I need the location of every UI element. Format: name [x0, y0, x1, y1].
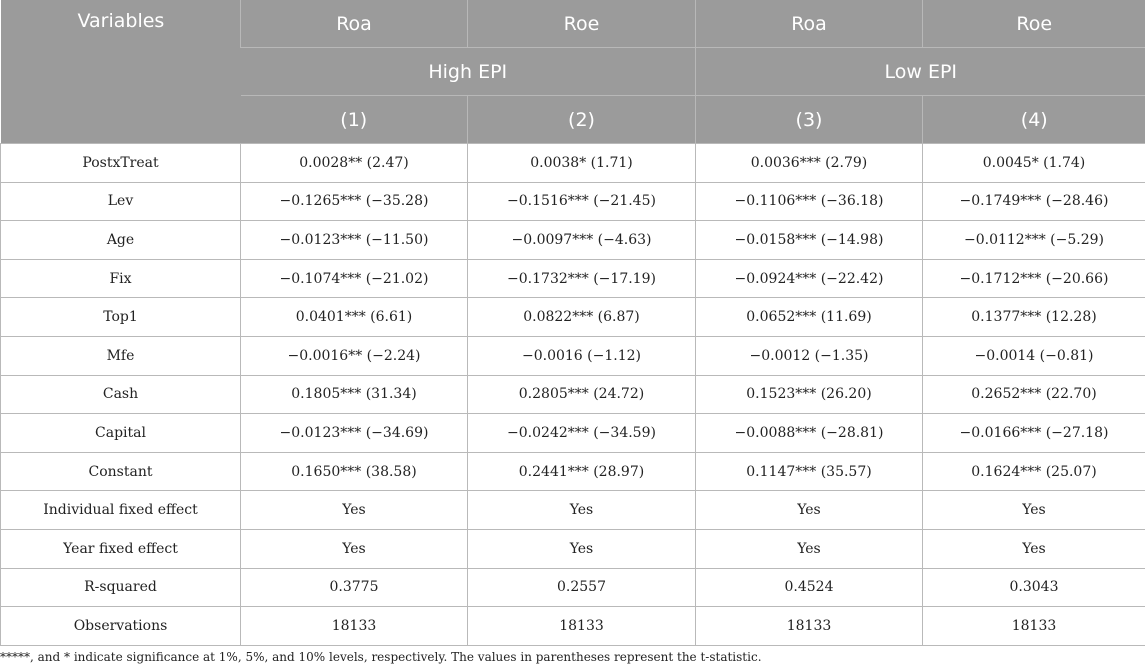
- table-cell: 0.0038* (1.71): [468, 144, 696, 183]
- table-cell: 0.4524: [696, 568, 923, 607]
- table-row: [1, 259, 1145, 298]
- table-cell: Yes: [241, 491, 468, 530]
- table-cell: Yes: [468, 491, 696, 530]
- table-cell: Yes: [923, 491, 1145, 530]
- table-cell: 0.1377*** (12.28): [923, 298, 1145, 337]
- table-row: [1, 221, 1145, 260]
- table-cell: Yes: [468, 529, 696, 568]
- table-cell: −0.1712*** (−20.66): [923, 259, 1145, 298]
- row-label: Cash: [1, 375, 241, 414]
- row-label: Mfe: [1, 336, 241, 375]
- table-cell: −0.0016** (−2.24): [241, 336, 468, 375]
- row-label: Observations: [1, 607, 241, 646]
- table-row: [1, 491, 1145, 530]
- row-label: Year fixed effect: [1, 529, 241, 568]
- table-cell: −0.0158*** (−14.98): [696, 221, 923, 260]
- row-label: Individual fixed effect: [1, 491, 241, 530]
- column-number-header: (3): [696, 96, 923, 144]
- table-cell: 0.0822*** (6.87): [468, 298, 696, 337]
- table-cell: 0.2652*** (22.70): [923, 375, 1145, 414]
- table-cell: −0.0123*** (−11.50): [241, 221, 468, 260]
- table-cell: 18133: [468, 607, 696, 646]
- dep-var-header: Roe: [468, 0, 696, 48]
- table-cell: −0.0097*** (−4.63): [468, 221, 696, 260]
- group-header-high-epi: High EPI: [241, 48, 696, 96]
- table-cell: 0.3775: [241, 568, 468, 607]
- table-cell: 0.1523*** (26.20): [696, 375, 923, 414]
- column-number-header: (4): [923, 96, 1145, 144]
- table-cell: −0.1074*** (−21.02): [241, 259, 468, 298]
- dep-var-header: Roa: [241, 0, 468, 48]
- table-row: [1, 568, 1145, 607]
- table-cell: 0.2805*** (24.72): [468, 375, 696, 414]
- group-header-low-epi: Low EPI: [696, 48, 1145, 96]
- row-label: Lev: [1, 182, 241, 221]
- row-label: Capital: [1, 414, 241, 453]
- table-cell: 0.0401*** (6.61): [241, 298, 468, 337]
- table-cell: −0.0112*** (−5.29): [923, 221, 1145, 260]
- variables-header: Variables: [1, 0, 241, 144]
- table-cell: Yes: [696, 529, 923, 568]
- row-label: R-squared: [1, 568, 241, 607]
- row-label: Fix: [1, 259, 241, 298]
- table-cell: −0.0016 (−1.12): [468, 336, 696, 375]
- table-cell: Yes: [241, 529, 468, 568]
- table-cell: Yes: [696, 491, 923, 530]
- table-cell: −0.0088*** (−28.81): [696, 414, 923, 453]
- table-row: [1, 144, 1145, 183]
- table-cell: 0.2441*** (28.97): [468, 452, 696, 491]
- table-cell: −0.0242*** (−34.59): [468, 414, 696, 453]
- table-cell: −0.1516*** (−21.45): [468, 182, 696, 221]
- row-label: PostxTreat: [1, 144, 241, 183]
- table-cell: −0.1106*** (−36.18): [696, 182, 923, 221]
- row-label: Constant: [1, 452, 241, 491]
- row-label: Top1: [1, 298, 241, 337]
- table-header: [1, 0, 1145, 144]
- table-row: [1, 452, 1145, 491]
- table-cell: −0.0012 (−1.35): [696, 336, 923, 375]
- table-cell: 0.1147*** (35.57): [696, 452, 923, 491]
- dep-var-header: Roe: [923, 0, 1145, 48]
- table-cell: −0.0924*** (−22.42): [696, 259, 923, 298]
- table-cell: −0.1749*** (−28.46): [923, 182, 1145, 221]
- table-cell: 18133: [241, 607, 468, 646]
- table-cell: 0.1805*** (31.34): [241, 375, 468, 414]
- table-row: [1, 336, 1145, 375]
- table-row: [1, 182, 1145, 221]
- table-cell: 0.0036*** (2.79): [696, 144, 923, 183]
- dep-var-header: Roa: [696, 0, 923, 48]
- row-label: Age: [1, 221, 241, 260]
- column-number-header: (1): [241, 96, 468, 144]
- table-cell: −0.0166*** (−27.18): [923, 414, 1145, 453]
- table-body: [1, 144, 1145, 646]
- table-cell: 0.0652*** (11.69): [696, 298, 923, 337]
- table-cell: 0.0045* (1.74): [923, 144, 1145, 183]
- table-cell: 0.0028** (2.47): [241, 144, 468, 183]
- table-cell: 18133: [696, 607, 923, 646]
- table-cell: 0.2557: [468, 568, 696, 607]
- table-cell: 0.3043: [923, 568, 1145, 607]
- table-footnote: *****, and * indicate significance at 1%, 5%, and 10% levels, respectively. The values in parentheses represent the t-statistic.: [0, 650, 762, 664]
- table-cell: 0.1624*** (25.07): [923, 452, 1145, 491]
- table-cell: −0.1732*** (−17.19): [468, 259, 696, 298]
- table-cell: −0.0123*** (−34.69): [241, 414, 468, 453]
- table-row: [1, 375, 1145, 414]
- table-row: [1, 298, 1145, 337]
- table-cell: 0.1650*** (38.58): [241, 452, 468, 491]
- column-number-header: (2): [468, 96, 696, 144]
- table-cell: 18133: [923, 607, 1145, 646]
- table-cell: −0.1265*** (−35.28): [241, 182, 468, 221]
- header-row-dependent-vars: [1, 0, 1145, 48]
- table-row: [1, 414, 1145, 453]
- table-row: [1, 607, 1145, 646]
- table-cell: −0.0014 (−0.81): [923, 336, 1145, 375]
- table-row: [1, 529, 1145, 568]
- table-cell: Yes: [923, 529, 1145, 568]
